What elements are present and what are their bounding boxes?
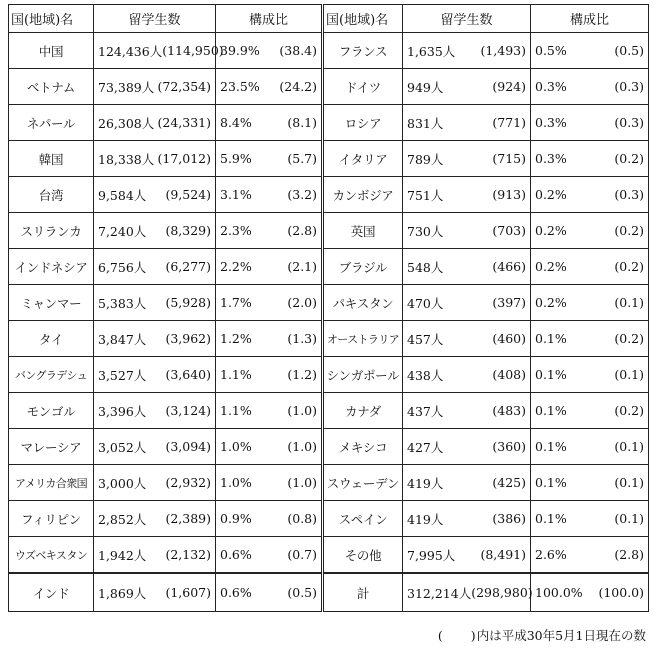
international-students-table: [8, 4, 649, 612]
ratio-cell: [216, 429, 323, 465]
ratio-previous: (0.7): [287, 547, 317, 562]
student-count: 751人: [407, 187, 444, 203]
ratio-value: 23.5%: [220, 79, 260, 94]
header-ratio: 構成比: [531, 5, 649, 33]
table-row: [9, 33, 649, 69]
country-name: シンガポール: [323, 357, 403, 393]
ratio-cell: [531, 33, 649, 69]
student-count-cell: [94, 465, 216, 501]
ratio-cell: [216, 69, 323, 105]
country-name: マレーシア: [9, 429, 94, 465]
country-name: スペイン: [323, 501, 403, 537]
student-count-previous: (360): [492, 439, 526, 454]
student-count-previous: (466): [492, 259, 526, 274]
student-count-cell: [94, 249, 216, 285]
student-count-previous: (8,491): [480, 547, 526, 562]
ratio-value: 0.3%: [535, 115, 567, 130]
ratio-value: 0.5%: [535, 43, 567, 58]
ratio-value: 1.0%: [220, 475, 252, 490]
student-count-cell: [403, 177, 531, 213]
student-count: 9,584人: [98, 187, 147, 203]
student-count-previous: (3,640): [165, 367, 211, 382]
ratio-previous: (0.2): [614, 223, 644, 238]
header-students: 留学生数: [94, 5, 216, 33]
country-name: カンボジア: [323, 177, 403, 213]
ratio-value: 2.6%: [535, 547, 567, 562]
country-name: フィリピン: [9, 501, 94, 537]
ratio-previous: (0.3): [614, 115, 644, 130]
student-count-cell: [94, 177, 216, 213]
student-count-cell: [94, 357, 216, 393]
country-name: イタリア: [323, 141, 403, 177]
country-name: インド: [9, 573, 94, 612]
student-count: 2,852人: [98, 511, 147, 527]
header-ratio: 構成比: [216, 5, 323, 33]
header-students: 留学生数: [403, 5, 531, 33]
student-count-cell: [94, 285, 216, 321]
ratio-value: 1.1%: [220, 367, 252, 382]
student-count-previous: (9,524): [165, 187, 211, 202]
ratio-previous: (0.3): [614, 187, 644, 202]
student-count-previous: (72,354): [157, 79, 211, 94]
student-count-cell: [403, 285, 531, 321]
student-count-cell: [94, 429, 216, 465]
ratio-previous: (100.0): [598, 585, 644, 600]
ratio-value: 0.1%: [535, 511, 567, 526]
ratio-previous: (0.1): [614, 511, 644, 526]
ratio-cell: [216, 177, 323, 213]
country-name: インドネシア: [9, 249, 94, 285]
ratio-value: 0.3%: [535, 151, 567, 166]
student-count-cell: [94, 69, 216, 105]
student-count-previous: (913): [492, 187, 526, 202]
student-count-previous: (2,389): [165, 511, 211, 526]
table-row: [9, 501, 649, 537]
student-count: 7,240人: [98, 223, 147, 239]
country-name: アメリカ合衆国: [9, 465, 94, 501]
ratio-previous: (1.0): [287, 475, 317, 490]
student-count-previous: (397): [492, 295, 526, 310]
ratio-cell: [531, 141, 649, 177]
ratio-previous: (0.1): [614, 475, 644, 490]
student-count-cell: [403, 429, 531, 465]
student-count-previous: (715): [492, 151, 526, 166]
country-name: カナダ: [323, 393, 403, 429]
student-count: 6,756人: [98, 259, 147, 275]
ratio-value: 0.1%: [535, 331, 567, 346]
ratio-cell: [531, 213, 649, 249]
country-name: 計: [323, 573, 403, 612]
ratio-previous: (0.3): [614, 79, 644, 94]
student-count-previous: (6,277): [165, 259, 211, 274]
ratio-previous: (0.2): [614, 403, 644, 418]
table-row: [9, 285, 649, 321]
student-count-previous: (17,012): [157, 151, 211, 166]
country-name: パキスタン: [323, 285, 403, 321]
table-row: [9, 393, 649, 429]
student-count: 730人: [407, 223, 444, 239]
country-name: ネパール: [9, 105, 94, 141]
ratio-cell: [216, 501, 323, 537]
ratio-cell: [531, 393, 649, 429]
student-count-cell: [94, 501, 216, 537]
country-name: ロシア: [323, 105, 403, 141]
ratio-cell: [531, 537, 649, 574]
student-count-previous: (408): [492, 367, 526, 382]
table-row: [9, 537, 649, 574]
student-count: 73,389人: [98, 79, 155, 95]
ratio-value: 5.9%: [220, 151, 252, 166]
footnote: [438, 626, 646, 644]
ratio-previous: (0.5): [287, 585, 317, 600]
table-row: [9, 465, 649, 501]
table-row: [9, 141, 649, 177]
country-name: 台湾: [9, 177, 94, 213]
student-count-previous: (386): [492, 511, 526, 526]
student-count-cell: [403, 321, 531, 357]
ratio-previous: (24.2): [279, 79, 317, 94]
ratio-previous: (0.1): [614, 295, 644, 310]
statistics-table-container: [8, 4, 649, 612]
country-name: バングラデシュ: [9, 357, 94, 393]
ratio-cell: [531, 105, 649, 141]
student-count-previous: (24,331): [157, 115, 211, 130]
ratio-cell: [531, 573, 649, 612]
ratio-cell: [216, 249, 323, 285]
country-name: スリランカ: [9, 213, 94, 249]
ratio-previous: (5.7): [287, 151, 317, 166]
student-count-cell: [94, 141, 216, 177]
ratio-cell: [216, 357, 323, 393]
student-count: 124,436人: [98, 43, 163, 59]
ratio-cell: [216, 141, 323, 177]
student-count: 1,635人: [407, 43, 456, 59]
ratio-previous: (2.8): [287, 223, 317, 238]
student-count-previous: (2,132): [165, 547, 211, 562]
ratio-cell: [216, 393, 323, 429]
ratio-cell: [216, 33, 323, 69]
student-count-previous: (1,493): [480, 43, 526, 58]
ratio-previous: (3.2): [287, 187, 317, 202]
ratio-cell: [531, 465, 649, 501]
ratio-value: 0.1%: [535, 475, 567, 490]
student-count-cell: [94, 393, 216, 429]
ratio-previous: (0.2): [614, 151, 644, 166]
student-count: 437人: [407, 403, 444, 419]
ratio-value: 0.1%: [535, 439, 567, 454]
table-row: [9, 213, 649, 249]
ratio-previous: (0.8): [287, 511, 317, 526]
table-row: [9, 177, 649, 213]
student-count-cell: [403, 501, 531, 537]
student-count-cell: [94, 33, 224, 69]
student-count-cell: [403, 537, 531, 574]
ratio-previous: (1.0): [287, 403, 317, 418]
student-count-cell: [403, 69, 531, 105]
country-name: ブラジル: [323, 249, 403, 285]
ratio-cell: [216, 465, 323, 501]
ratio-cell: [531, 429, 649, 465]
ratio-value: 0.1%: [535, 403, 567, 418]
student-count-cell: [94, 105, 216, 141]
student-count: 470人: [407, 295, 444, 311]
student-count: 7,995人: [407, 547, 456, 563]
student-count-cell: [403, 105, 531, 141]
ratio-value: 0.6%: [220, 585, 252, 600]
student-count-previous: (771): [492, 115, 526, 130]
ratio-value: 0.2%: [535, 223, 567, 238]
ratio-cell: [216, 285, 323, 321]
ratio-cell: [531, 285, 649, 321]
ratio-previous: (2.0): [287, 295, 317, 310]
ratio-cell: [216, 537, 323, 574]
student-count-cell: [403, 33, 531, 69]
table-row: [9, 105, 649, 141]
student-count-previous: (8,329): [165, 223, 211, 238]
ratio-cell: [531, 501, 649, 537]
ratio-cell: [216, 573, 323, 612]
ratio-value: 0.9%: [220, 511, 252, 526]
ratio-value: 39.9%: [220, 43, 260, 58]
table-row: [9, 357, 649, 393]
student-count: 419人: [407, 475, 444, 491]
student-count-previous: (483): [492, 403, 526, 418]
country-name: スウェーデン: [323, 465, 403, 501]
student-count-cell: [403, 141, 531, 177]
ratio-previous: (38.4): [279, 43, 317, 58]
country-name: ドイツ: [323, 69, 403, 105]
country-name: メキシコ: [323, 429, 403, 465]
student-count-previous: (3,124): [165, 403, 211, 418]
ratio-value: 1.1%: [220, 403, 252, 418]
header-country: 国(地域)名: [323, 5, 403, 33]
country-name: その他: [323, 537, 403, 574]
ratio-previous: (1.3): [287, 331, 317, 346]
ratio-cell: [216, 105, 323, 141]
ratio-value: 0.6%: [220, 547, 252, 562]
student-count-previous: (460): [492, 331, 526, 346]
student-count-previous: (114,950): [162, 43, 224, 58]
ratio-value: 0.2%: [535, 187, 567, 202]
student-count-cell: [403, 249, 531, 285]
ratio-value: 0.2%: [535, 259, 567, 274]
ratio-previous: (0.5): [614, 43, 644, 58]
student-count-cell: [403, 573, 531, 612]
ratio-previous: (2.8): [614, 547, 644, 562]
ratio-cell: [531, 249, 649, 285]
ratio-previous: (0.1): [614, 439, 644, 454]
ratio-value: 1.7%: [220, 295, 252, 310]
country-name: フランス: [323, 33, 403, 69]
country-name: ベトナム: [9, 69, 94, 105]
student-count-cell: [403, 465, 531, 501]
student-count: 3,527人: [98, 367, 147, 383]
student-count: 18,338人: [98, 151, 155, 167]
table-row: [9, 429, 649, 465]
student-count: 548人: [407, 259, 444, 275]
header-country: 国(地域)名: [9, 5, 94, 33]
student-count: 438人: [407, 367, 444, 383]
ratio-value: 8.4%: [220, 115, 252, 130]
student-count-previous: (298,980): [471, 585, 533, 600]
country-name: ミャンマー: [9, 285, 94, 321]
ratio-value: 3.1%: [220, 187, 252, 202]
country-name: ウズベキスタン: [9, 537, 94, 574]
country-name: 英国: [323, 213, 403, 249]
ratio-previous: (0.1): [614, 367, 644, 382]
ratio-value: 100.0%: [535, 585, 583, 600]
student-count: 949人: [407, 79, 444, 95]
student-count: 831人: [407, 115, 444, 131]
student-count-previous: (3,094): [165, 439, 211, 454]
country-name: モンゴル: [9, 393, 94, 429]
student-count-cell: [94, 537, 216, 574]
table-row: [9, 249, 649, 285]
student-count: 1,869人: [98, 585, 147, 601]
ratio-value: 1.2%: [220, 331, 252, 346]
ratio-value: 1.0%: [220, 439, 252, 454]
country-name: タイ: [9, 321, 94, 357]
ratio-cell: [531, 357, 649, 393]
table-row: [9, 573, 649, 612]
student-count: 3,052人: [98, 439, 147, 455]
footnote-text: 内は平成30年5月1日現在の数: [476, 628, 646, 643]
student-count-previous: (924): [492, 79, 526, 94]
student-count-previous: (2,932): [165, 475, 211, 490]
student-count-previous: (425): [492, 475, 526, 490]
student-count: 427人: [407, 439, 444, 455]
student-count-previous: (1,607): [165, 585, 211, 600]
ratio-previous: (1.0): [287, 439, 317, 454]
student-count-cell: [403, 393, 531, 429]
ratio-cell: [531, 69, 649, 105]
student-count: 3,847人: [98, 331, 147, 347]
student-count: 419人: [407, 511, 444, 527]
ratio-previous: (0.2): [614, 331, 644, 346]
ratio-cell: [531, 321, 649, 357]
student-count: 26,308人: [98, 115, 155, 131]
country-name: 韓国: [9, 141, 94, 177]
student-count-cell: [94, 321, 216, 357]
student-count: 3,396人: [98, 403, 147, 419]
student-count-cell: [94, 213, 216, 249]
student-count: 457人: [407, 331, 444, 347]
ratio-value: 0.1%: [535, 367, 567, 382]
footnote-paren: ( ): [437, 628, 477, 643]
student-count: 3,000人: [98, 475, 147, 491]
ratio-cell: [216, 213, 323, 249]
table-header-row: [9, 5, 649, 33]
student-count-cell: [403, 357, 531, 393]
student-count-previous: (703): [492, 223, 526, 238]
ratio-value: 2.2%: [220, 259, 252, 274]
ratio-previous: (8.1): [287, 115, 317, 130]
student-count-previous: (3,962): [165, 331, 211, 346]
table-row: [9, 321, 649, 357]
ratio-previous: (2.1): [287, 259, 317, 274]
ratio-cell: [531, 177, 649, 213]
table-row: [9, 69, 649, 105]
ratio-previous: (1.2): [287, 367, 317, 382]
country-name: オーストラリア: [323, 321, 403, 357]
ratio-value: 2.3%: [220, 223, 252, 238]
country-name: 中国: [9, 33, 94, 69]
student-count-cell: [94, 573, 216, 612]
student-count: 5,383人: [98, 295, 147, 311]
student-count: 312,214人: [407, 585, 472, 601]
student-count: 789人: [407, 151, 444, 167]
student-count-cell: [403, 213, 531, 249]
ratio-value: 0.3%: [535, 79, 567, 94]
student-count: 1,942人: [98, 547, 147, 563]
ratio-value: 0.2%: [535, 295, 567, 310]
ratio-previous: (0.2): [614, 259, 644, 274]
ratio-cell: [216, 321, 323, 357]
student-count-previous: (5,928): [165, 295, 211, 310]
